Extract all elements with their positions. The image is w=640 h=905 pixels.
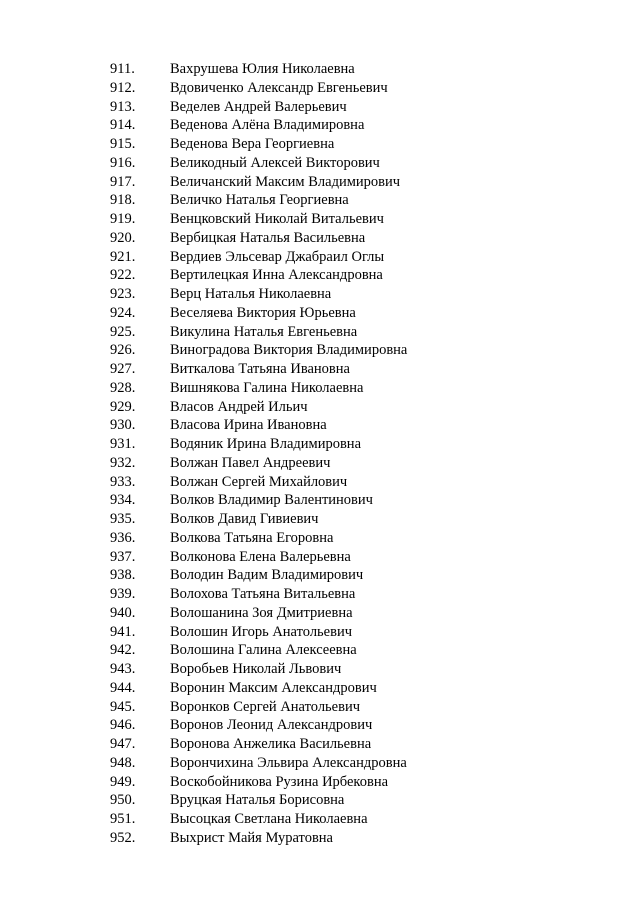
list-item	[0, 229, 407, 248]
list-item	[0, 98, 407, 117]
entry-number: 922.	[110, 267, 136, 284]
entry-name: Викулина Наталья Евгеньевна	[170, 323, 358, 340]
list-item	[0, 810, 407, 829]
entry-number: 934.	[110, 492, 136, 509]
list-item	[0, 829, 407, 848]
entry-number: 936.	[110, 529, 136, 546]
entry-number: 945.	[110, 698, 136, 715]
entry-number: 937.	[110, 548, 136, 565]
list-item	[0, 716, 407, 735]
entry-number: 917.	[110, 173, 136, 190]
entry-number: 951.	[110, 811, 136, 827]
list-item	[0, 454, 407, 473]
entry-name: Вдовиченко Александр Евгеньевич	[170, 79, 388, 96]
entry-name: Веселяева Виктория Юрьевна	[170, 304, 356, 321]
entry-name: Воронин Максим Александрович	[170, 679, 377, 696]
list-item	[0, 754, 407, 773]
entry-number: 920.	[110, 229, 136, 246]
entry-name: Виноградова Виктория Владимировна	[170, 342, 408, 359]
list-item	[0, 510, 407, 529]
entry-name: Воронов Леонид Александрович	[170, 717, 373, 734]
entry-name: Волкова Татьяна Егоровна	[170, 529, 334, 546]
entry-number: 927.	[110, 361, 136, 377]
entry-name: Власова Ирина Ивановна	[170, 417, 327, 434]
entry-name: Веделев Андрей Валерьевич	[170, 98, 347, 115]
entry-name: Выхрист Майя Муратовна	[170, 829, 333, 846]
list-item	[0, 79, 407, 98]
entry-name: Веденова Вера Георгиевна	[170, 136, 335, 152]
list-item	[0, 791, 407, 810]
entry-name: Вишнякова Галина Николаевна	[170, 379, 364, 396]
list-item	[0, 304, 407, 323]
entry-number: 946.	[110, 717, 136, 734]
entry-number: 939.	[110, 586, 136, 602]
entry-number: 947.	[110, 736, 136, 752]
entry-name: Ворончихина Эльвира Александровна	[170, 754, 407, 771]
entry-number: 924.	[110, 304, 136, 321]
entry-number: 952.	[110, 829, 136, 846]
list-item	[0, 473, 407, 492]
list-item	[0, 210, 407, 229]
entry-name: Высоцкая Светлана Николаевна	[170, 811, 368, 827]
entry-name: Воскобойникова Рузина Ирбековна	[170, 773, 389, 790]
entry-number: 913.	[110, 98, 136, 115]
entry-name: Волков Давид Гивиевич	[170, 511, 319, 527]
entry-number: 912.	[110, 79, 136, 96]
entry-number: 938.	[110, 567, 136, 584]
list-item	[0, 341, 407, 360]
entry-number: 925.	[110, 323, 136, 340]
entry-number: 941.	[110, 623, 136, 640]
list-item	[0, 285, 407, 304]
entry-name: Волохова Татьяна Витальевна	[170, 586, 356, 602]
entry-name: Володин Вадим Владимирович	[170, 567, 364, 584]
name-list	[0, 60, 407, 848]
list-item	[0, 566, 407, 585]
entry-number: 940.	[110, 604, 136, 621]
list-item	[0, 248, 407, 267]
entry-name: Великодный Алексей Викторович	[170, 154, 380, 171]
list-item	[0, 116, 407, 135]
entry-number: 923.	[110, 286, 136, 302]
list-item	[0, 623, 407, 642]
list-item	[0, 266, 407, 285]
list-item	[0, 735, 407, 754]
list-item	[0, 641, 407, 660]
entry-name: Воронков Сергей Анатольевич	[170, 698, 361, 715]
entry-name: Власов Андрей Ильич	[170, 398, 308, 415]
entry-number: 932.	[110, 454, 136, 471]
entry-name: Величко Наталья Георгиевна	[170, 192, 349, 209]
list-item	[0, 529, 407, 548]
entry-name: Водяник Ирина Владимировна	[170, 436, 361, 452]
entry-number: 948.	[110, 754, 136, 771]
entry-number: 931.	[110, 436, 136, 452]
entry-number: 926.	[110, 342, 136, 359]
entry-number: 919.	[110, 211, 136, 227]
entry-name: Виткалова Татьяна Ивановна	[170, 361, 350, 377]
list-item	[0, 360, 407, 379]
list-item	[0, 154, 407, 173]
entry-name: Волжан Павел Андреевич	[170, 454, 331, 471]
entry-name: Величанский Максим Владимирович	[170, 173, 401, 190]
entry-name: Вердиев Эльсевар Джабраил Оглы	[170, 248, 385, 265]
entry-number: 930.	[110, 417, 136, 434]
list-item	[0, 548, 407, 567]
entry-number: 915.	[110, 136, 136, 152]
entry-name: Вертилецкая Инна Александровна	[170, 267, 383, 284]
list-item	[0, 585, 407, 604]
entry-number: 921.	[110, 248, 136, 265]
list-item	[0, 135, 407, 154]
list-item	[0, 698, 407, 717]
list-item	[0, 660, 407, 679]
list-item	[0, 323, 407, 342]
entry-name: Волконова Елена Валерьевна	[170, 548, 351, 565]
entry-name: Волжан Сергей Михайлович	[170, 473, 348, 490]
entry-name: Венцковский Николай Витальевич	[170, 211, 384, 227]
list-item	[0, 191, 407, 210]
entry-number: 918.	[110, 192, 136, 209]
entry-number: 949.	[110, 773, 136, 790]
list-item	[0, 491, 407, 510]
list-item	[0, 379, 407, 398]
entry-name: Вербицкая Наталья Васильевна	[170, 229, 366, 246]
entry-name: Волошанина Зоя Дмитриевна	[170, 604, 353, 621]
list-item	[0, 173, 407, 192]
entry-number: 928.	[110, 379, 136, 396]
entry-name: Веденова Алёна Владимировна	[170, 117, 365, 134]
entry-name: Волошин Игорь Анатольевич	[170, 623, 353, 640]
entry-name: Вахрушева Юлия Николаевна	[170, 61, 355, 77]
list-item	[0, 604, 407, 623]
entry-number: 911.	[110, 61, 135, 77]
list-item	[0, 416, 407, 435]
entry-name: Воронова Анжелика Васильевна	[170, 736, 372, 752]
entry-number: 933.	[110, 473, 136, 490]
entry-name: Волошина Галина Алексеевна	[170, 642, 357, 659]
entry-number: 929.	[110, 398, 136, 415]
entry-name: Вруцкая Наталья Борисовна	[170, 792, 345, 809]
entry-number: 942.	[110, 642, 136, 659]
list-item	[0, 60, 407, 79]
entry-number: 950.	[110, 792, 136, 809]
entry-name: Верц Наталья Николаевна	[170, 286, 332, 302]
entry-number: 943.	[110, 661, 136, 677]
list-item	[0, 679, 407, 698]
list-item	[0, 398, 407, 417]
entry-number: 935.	[110, 511, 136, 527]
entry-name: Воробьев Николай Львович	[170, 661, 342, 677]
entry-number: 916.	[110, 154, 136, 171]
list-item	[0, 773, 407, 792]
entry-number: 914.	[110, 117, 136, 134]
entry-name: Волков Владимир Валентинович	[170, 492, 373, 509]
list-item	[0, 435, 407, 454]
entry-number: 944.	[110, 679, 136, 696]
